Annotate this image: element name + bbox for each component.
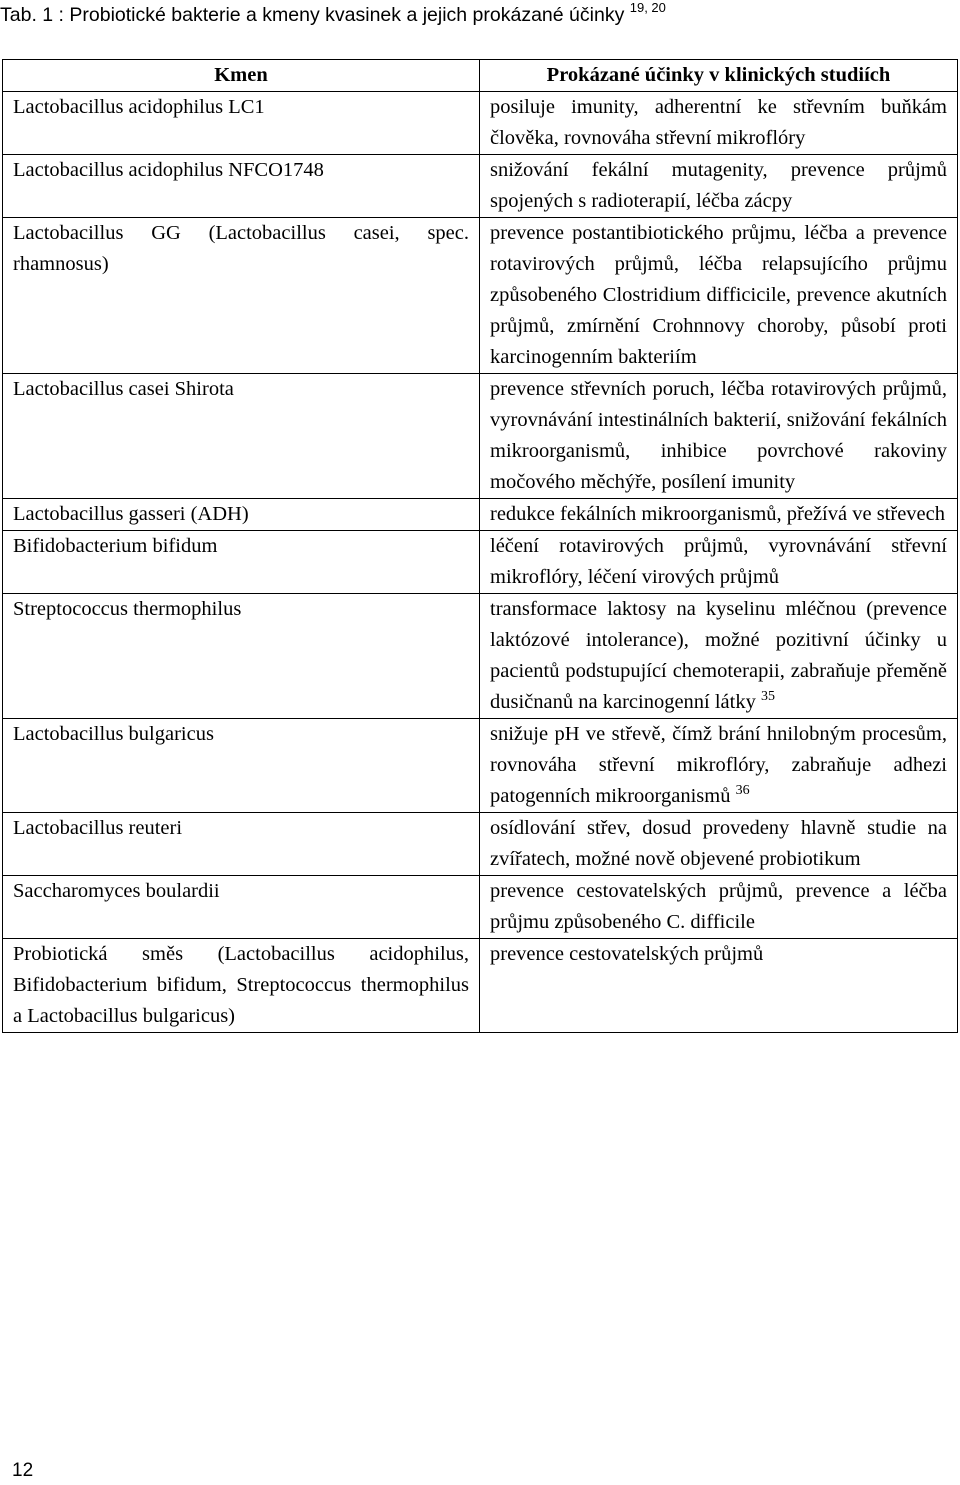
strain-cell: Lactobacillus gasseri (ADH) <box>3 499 480 531</box>
table-row <box>3 594 958 719</box>
strain-cell: Lactobacillus acidophilus NFCO1748 <box>3 155 480 218</box>
effects-text: snižování fekální mutagenity, prevence průjmů spojených s radioterapií, léčba zácpy <box>490 159 947 212</box>
strain-cell: Probiotická směs (Lactobacillus acidophilus, Bifidobacterium bifidum, Streptococcus thermophilus a Lactobacillus bulgaricus) <box>3 939 480 1033</box>
strain-cell: Lactobacillus casei Shirota <box>3 374 480 499</box>
table-row <box>3 218 958 374</box>
effects-text: snižuje pH ve střevě, čímž brání hnilobným procesům, rovnováha střevní mikroflóry, zabraňuje adhezi patogenních mikroorganismů <box>490 723 947 807</box>
effects-text: transformace laktosy na kyselinu mléčnou (prevence laktózové intolerance), možné pozitivní účinky u pacientů podstupující chemoterapii, zabraňuje přeměně dusičnanů na karcinogenní látky <box>490 598 947 713</box>
table-row <box>3 719 958 813</box>
effects-text: posiluje imunity, adherentní ke střevním buňkám člověka, rovnováha střevní mikroflóry <box>490 96 947 149</box>
effects-cell <box>480 374 958 499</box>
table-row <box>3 531 958 594</box>
strain-cell: Lactobacillus acidophilus LC1 <box>3 92 480 155</box>
strain-cell: Lactobacillus GG (Lactobacillus casei, spec. rhamnosus) <box>3 218 480 374</box>
caption-text: Tab. 1 : Probiotické bakterie a kmeny kvasinek a jejich prokázané účinky <box>0 4 625 26</box>
effects-cell <box>480 876 958 939</box>
effects-text: léčení rotavirových průjmů, vyrovnávání střevní mikroflóry, léčení virových průjmů <box>490 535 947 588</box>
effects-text: prevence cestovatelských průjmů, prevence a léčba průjmu způsobeného C. difficile <box>490 880 947 933</box>
effects-cell <box>480 92 958 155</box>
strain-cell: Streptococcus thermophilus <box>3 594 480 719</box>
table-row <box>3 939 958 1033</box>
effects-cell <box>480 218 958 374</box>
header-kmen: Kmen <box>3 60 480 92</box>
strain-cell: Saccharomyces boulardii <box>3 876 480 939</box>
strain-cell: Lactobacillus bulgaricus <box>3 719 480 813</box>
table-row <box>3 155 958 218</box>
table-row <box>3 92 958 155</box>
effects-cell <box>480 719 958 813</box>
probiotics-table <box>2 59 958 1033</box>
reference-number: 36 <box>735 783 750 799</box>
effects-text: prevence cestovatelských průjmů <box>490 943 764 965</box>
effects-cell <box>480 813 958 876</box>
strain-cell: Lactobacillus reuteri <box>3 813 480 876</box>
table-header-row <box>3 60 958 92</box>
effects-cell <box>480 594 958 719</box>
table-row <box>3 813 958 876</box>
reference-number: 35 <box>760 689 775 705</box>
effects-cell <box>480 531 958 594</box>
effects-text: osídlování střev, dosud provedeny hlavně studie na zvířatech, možné nově objevené probiotikum <box>490 817 947 870</box>
table-row <box>3 374 958 499</box>
effects-cell <box>480 939 958 1033</box>
effects-text: prevence střevních poruch, léčba rotavirových průjmů, vyrovnávání intestinálních bakterií, snižování fekálních mikroorganismů, inhibice povrchové rakoviny močového měchýře, posílení imunity <box>490 378 947 493</box>
table-row <box>3 499 958 531</box>
effects-cell <box>480 155 958 218</box>
table-row <box>3 876 958 939</box>
page-number: 12 <box>12 1460 34 1481</box>
strain-cell: Bifidobacterium bifidum <box>3 531 480 594</box>
effects-text: prevence postantibiotického průjmu, léčba a prevence rotavirových průjmů, léčba relapsujícího průjmu způsobeného Clostridium difficicile, prevence akutních průjmů, zmírnění Crohnnovy choroby, působí proti karcinogenním bakteriím <box>490 222 947 368</box>
header-ucinky: Prokázané účinky v klinických studiích <box>480 60 958 92</box>
caption-refs: 19, 20 <box>629 0 666 15</box>
table-caption <box>0 0 666 27</box>
effects-cell <box>480 499 958 531</box>
effects-text: redukce fekálních mikroorganismů, přežívá ve střevech <box>490 503 945 525</box>
